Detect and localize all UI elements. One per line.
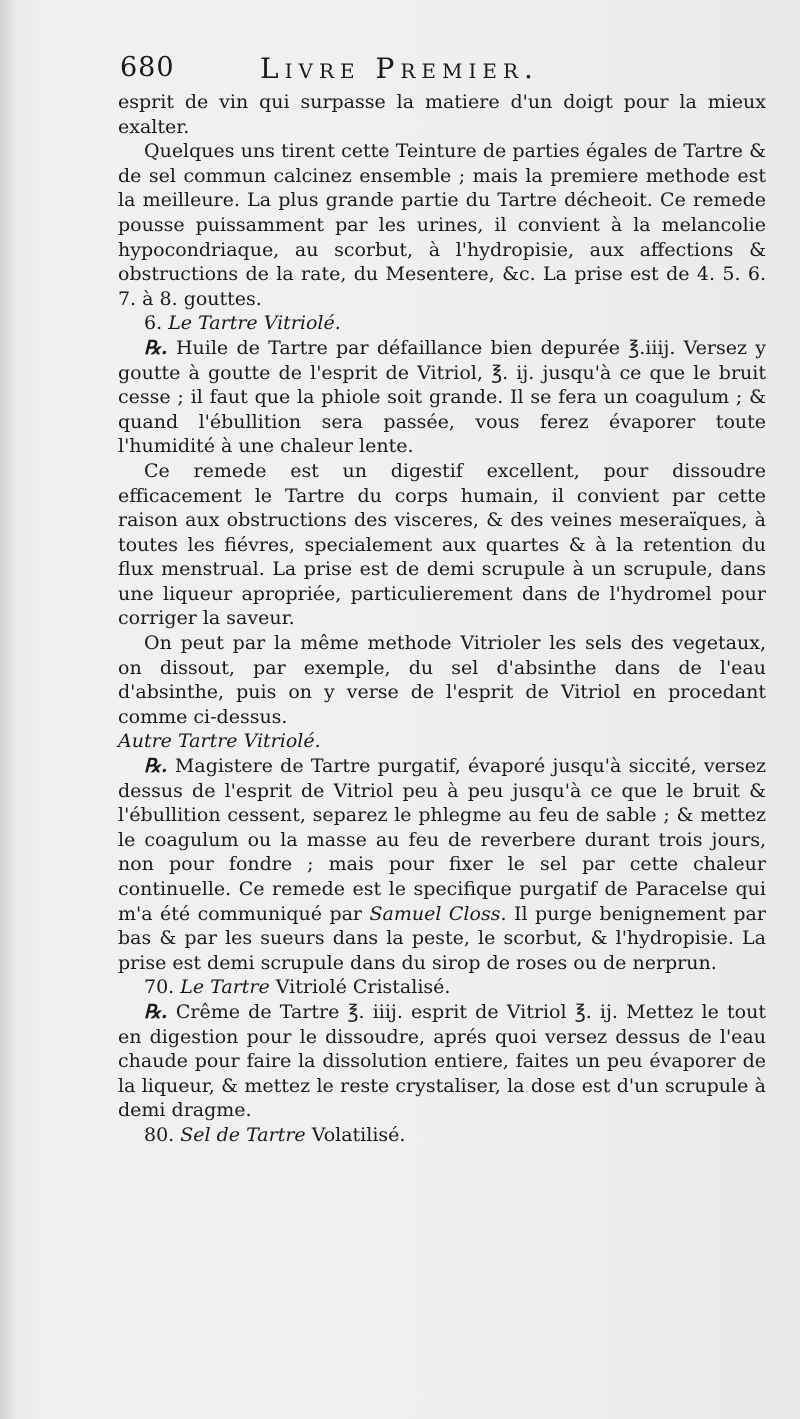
section-heading-80: [118, 1123, 766, 1148]
paragraph-teinture: Quelques uns tirent cette Teinture de parties égales de Tartre & de sel commun calcinez ensemble ; mais la premiere methode est la meilleure. La plus grande partie du Tartre décheoit. Ce remede pousse puissamment par les urines, il convient à la melancolie hypocondriaque, au scorbut, à l'hydropisie, aux affections & obstructions de la rate, du Mesentere, &c. La prise est de 4. 5. 6. 7. à 8. gouttes.: [118, 140, 766, 310]
page-edge-shadow: [0, 0, 14, 1419]
paragraph-digestif: Ce remede est un digestif excellent, pour dissoudre efficacement le Tartre du corps humain, il convient par cette raison aux obstructions des visceres, & des veines meseraïques, à toutes les fiévres, specialement aux quartes & à la retention du flux menstrual. La prise est de demi scrupule à un scrupule, dans une liqueur apropriée, particulierement dans de l'hydromel pour corriger la saveur.: [118, 459, 766, 630]
recipe-sign: ℞.: [144, 755, 168, 778]
recipe-text-continued: Il purge benignement par bas & par les sueurs dans la peste, le scorbut, & l'hydropisie. La prise est demi scrupule dans du sirop de roses ou de nerprun.: [118, 902, 766, 974]
paragraph-methode: On peut par la même methode Vitrioler les sels des vegetaux, on dissout, par exemple, du sel d'absinthe dans de l'eau d'absinthe, puis on y verse de l'esprit de Vitriol en procedant comme ci-dessus.: [118, 632, 766, 728]
section-title: Le Tartre Vitriolé.: [168, 312, 341, 335]
recipe-text: Crême de Tartre ℥. iiij. esprit de Vitriol ℥. ij. Mettez le tout en digestion pour le dissoudre, aprés quoi versez dessus de l'eau chaude pour faire la dissolution entiere, faites un peu évaporer de la liqueur, & mettez le reste crystaliser, la dose est d'un scrupule à demi dragme.: [118, 1000, 766, 1122]
recipe-paragraph-2: [118, 754, 766, 975]
person-name: Samuel Closs.: [369, 902, 507, 925]
running-title: Livre Premier.: [260, 52, 539, 85]
section-title-italic: Le Tartre: [180, 976, 270, 999]
recipe-sign: ℞.: [144, 336, 168, 359]
page-header: [120, 52, 780, 92]
page-body: [118, 90, 766, 1148]
recipe-sign: ℞.: [144, 1000, 168, 1023]
section-number: 6.: [144, 312, 163, 335]
subheading-autre-tartre: [118, 729, 766, 754]
section-title-rest: Vitriolé Cristalisé.: [275, 976, 451, 999]
recipe-paragraph-1: [118, 336, 766, 459]
section-number: 80.: [144, 1123, 175, 1146]
paragraph-continuation: esprit de vin qui surpasse la matiere d'un doigt pour la mieux exalter.: [118, 91, 766, 138]
recipe-text: Huile de Tartre par défaillance bien depurée ℥.iiij. Versez y goutte à goutte de l'esprit de Vitriol, ℥. ij. jusqu'à ce que le bruit cesse ; il faut que la phiole soit grande. Il se fera un coagulum ; & quand l'ébullition sera passée, vous ferez évaporer toute l'humidité à une chaleur lente.: [118, 336, 767, 458]
section-title-italic: Sel de Tartre: [180, 1123, 306, 1146]
subheading-title: Autre Tartre Vitriolé.: [118, 730, 321, 753]
section-heading-6: [118, 311, 766, 336]
section-title-rest: Volatilisé.: [311, 1123, 406, 1146]
recipe-text: Magistere de Tartre purgatif, évaporé jusqu'à siccité, versez dessus de l'esprit de Vitriol peu à peu jusqu'à ce que le bruit & l'ébullition cessent, separez le phlegme au feu de sable ; & mettez le coagulum ou la masse au feu de reverbere durant trois jours, non pour fondre ; mais pour fixer le sel par cette chaleur continuelle. Ce remede est le specifique purgatif de Paracelse qui m'a été communiqué par: [118, 755, 766, 925]
section-heading-70: [118, 975, 766, 1000]
section-number: 70.: [144, 976, 175, 999]
recipe-paragraph-3: [118, 1000, 766, 1123]
page-number: 680: [120, 52, 175, 83]
